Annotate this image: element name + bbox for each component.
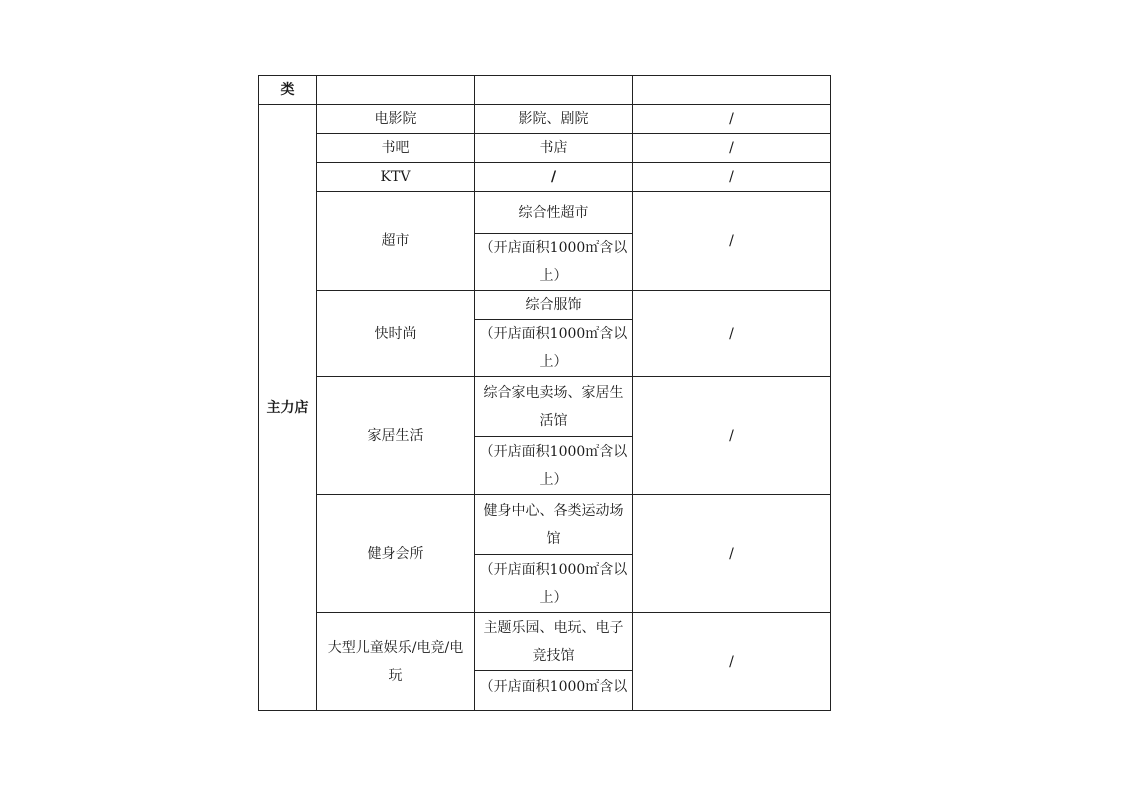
table-header-row [259,76,831,105]
row-name-cell: 大型儿童娱乐/电竞/电玩 [317,613,475,711]
table-row [259,105,831,134]
row-name-cell: 家居生活 [317,377,475,495]
header-category-cell: 类 [259,76,317,105]
row-desc-cell: 综合性超市 [475,192,633,234]
row-note-cell: / [633,163,831,192]
row-note-cell: / [633,192,831,291]
row-sub-cell: （开店面积1000㎡含以上） [475,555,633,613]
group-label-cell: 主力店 [259,105,317,711]
row-name-cell: 书吧 [317,134,475,163]
row-note-cell: / [633,613,831,711]
row-desc-cell: 综合服饰 [475,291,633,320]
table-row [259,192,831,234]
row-name-cell: 健身会所 [317,495,475,613]
row-desc-cell: 影院、剧院 [475,105,633,134]
row-note-cell: / [633,105,831,134]
row-name-cell: KTV [317,163,475,192]
store-category-table [258,75,831,711]
row-name-cell: 超市 [317,192,475,291]
row-sub-cell: （开店面积1000㎡含以上） [475,437,633,495]
table-row [259,291,831,320]
header-cell-3 [475,76,633,105]
row-sub-cell: （开店面积1000㎡含以上） [475,320,633,377]
table-row [259,134,831,163]
row-sub-cell: （开店面积1000㎡含以上） [475,234,633,291]
row-note-cell: / [633,495,831,613]
row-sub-cell: （开店面积1000㎡含以 [475,671,633,711]
row-name-cell: 快时尚 [317,291,475,377]
table-row [259,613,831,671]
row-desc-cell: 健身中心、各类运动场馆 [475,495,633,555]
header-cell-2 [317,76,475,105]
row-name-cell: 电影院 [317,105,475,134]
table-row [259,495,831,555]
header-cell-4 [633,76,831,105]
row-note-cell: / [633,291,831,377]
row-desc-cell: 综合家电卖场、家居生活馆 [475,377,633,437]
row-desc-cell: 主题乐园、电玩、电子竞技馆 [475,613,633,671]
row-note-cell: / [633,377,831,495]
row-desc-cell: / [475,163,633,192]
row-note-cell: / [633,134,831,163]
table-row [259,377,831,437]
table-row [259,163,831,192]
row-desc-cell: 书店 [475,134,633,163]
